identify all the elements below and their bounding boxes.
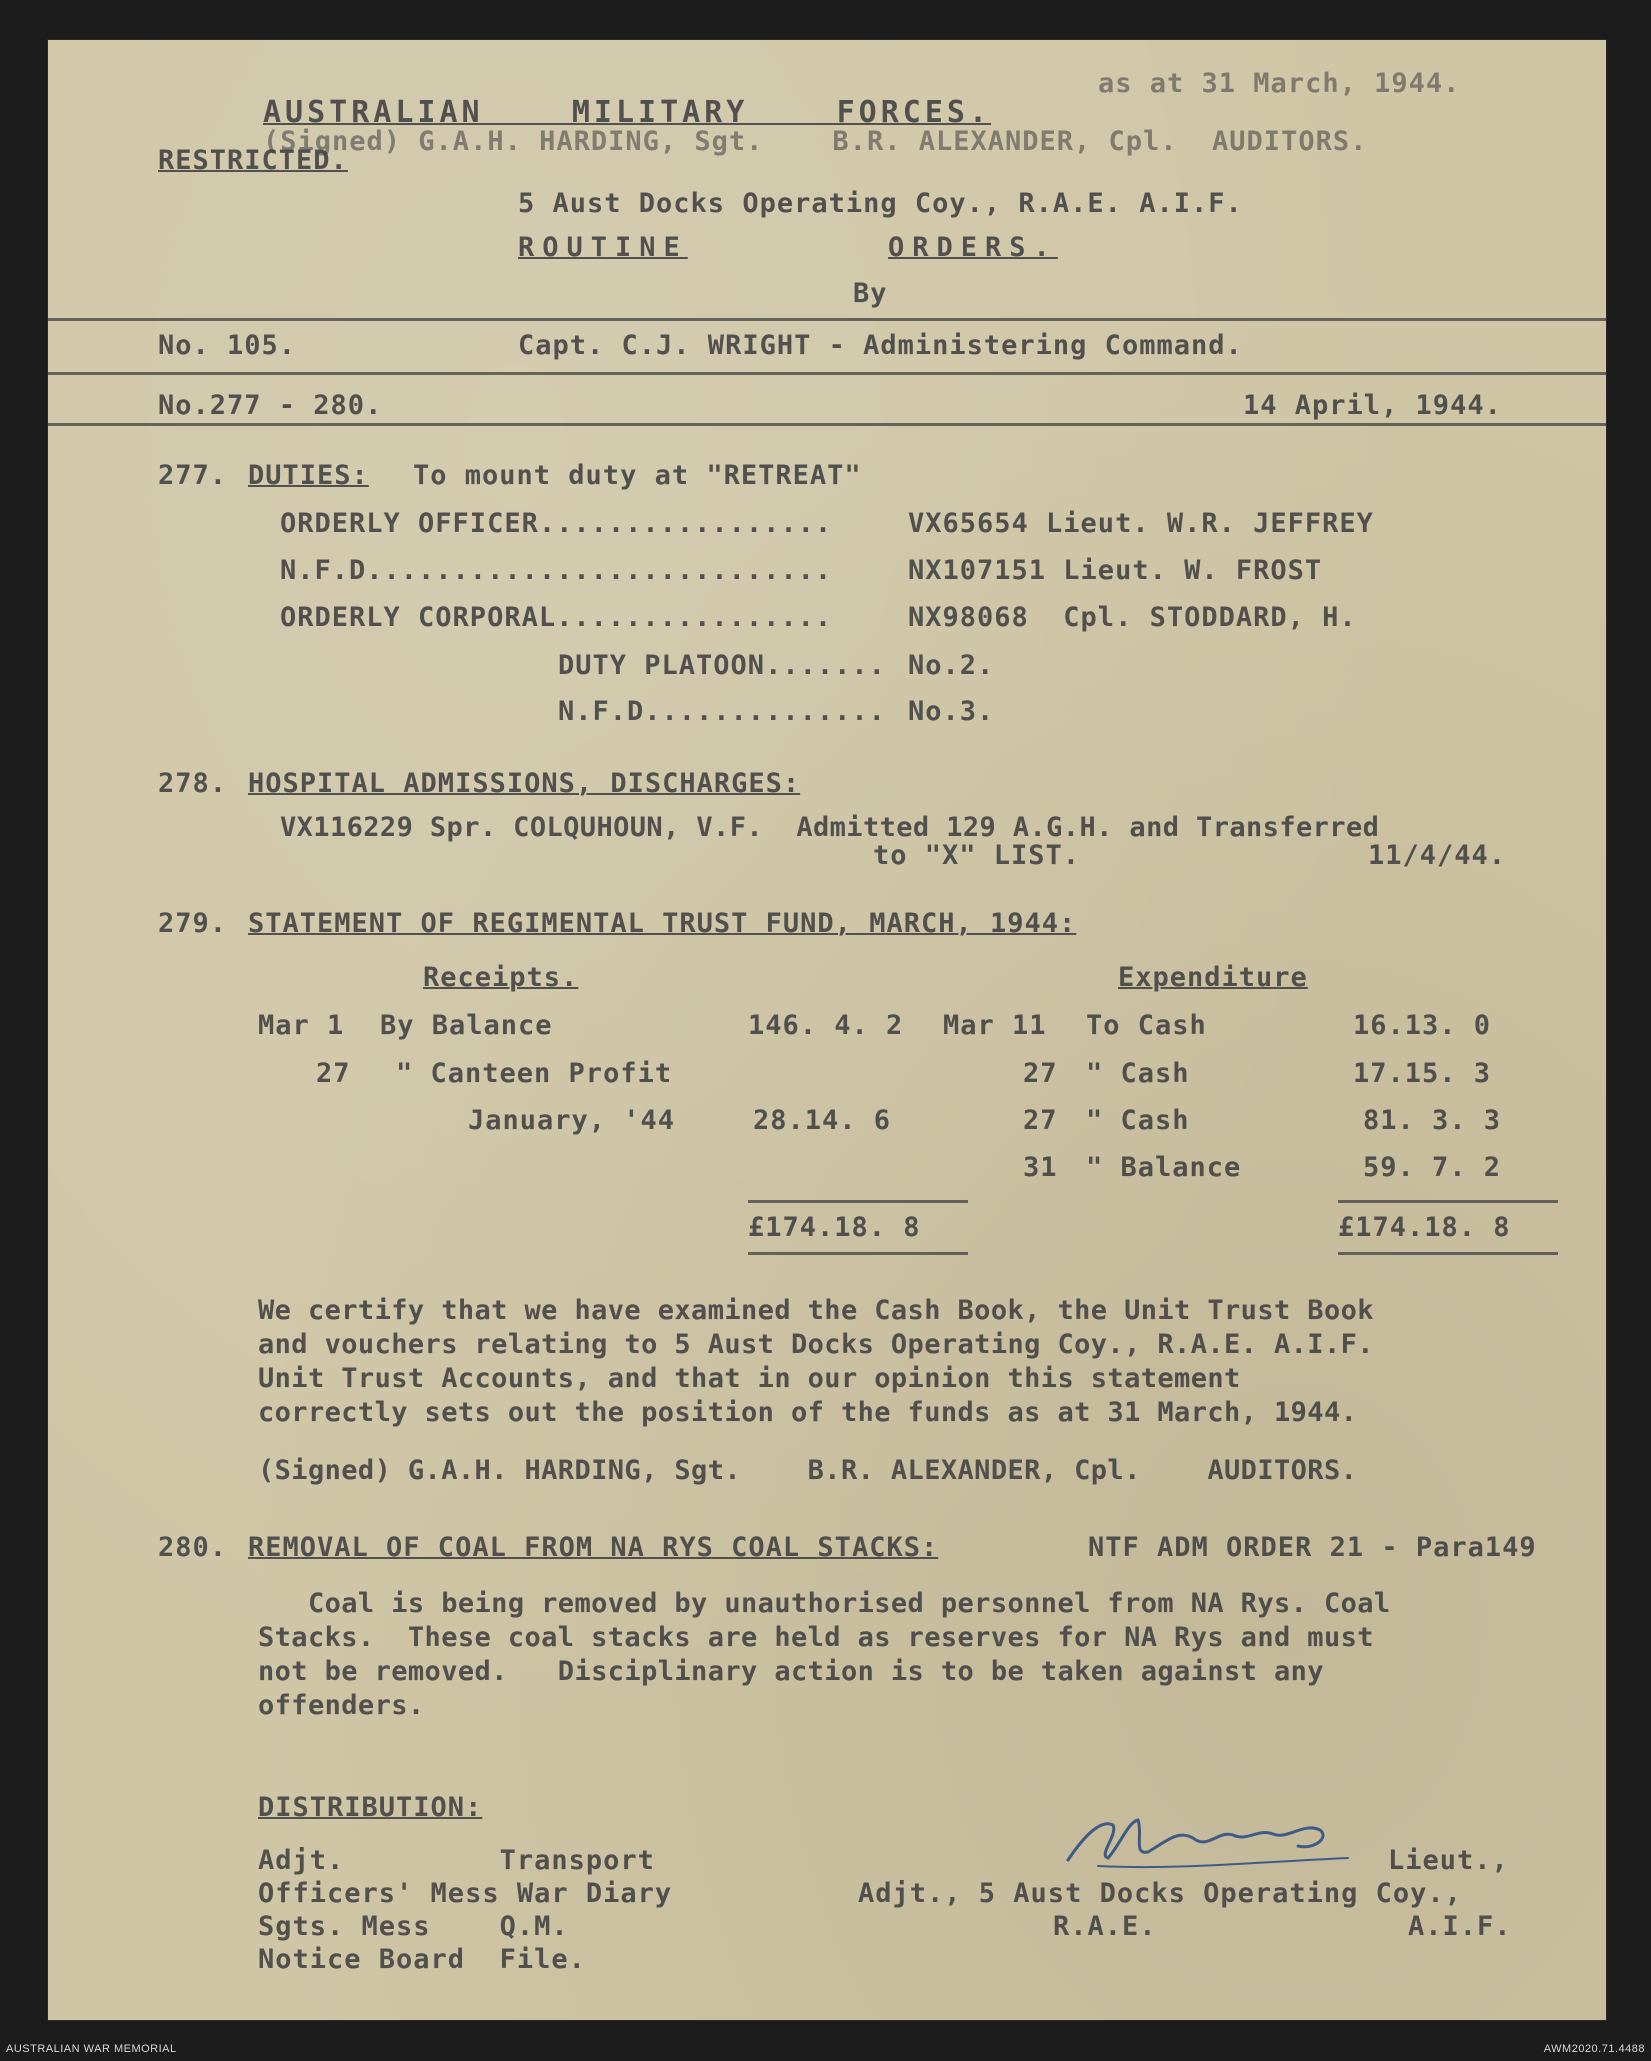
duty-role: ORDERLY CORPORAL................ xyxy=(280,602,833,633)
para-278-date: 11/4/44. xyxy=(1368,840,1507,871)
header-rule-bottom xyxy=(48,423,1606,426)
duty-person: VX65654 Lieut. W.R. JEFFREY xyxy=(908,508,1374,539)
duty-role: N.F.D........................... xyxy=(280,555,833,586)
distribution-heading: DISTRIBUTION: xyxy=(258,1792,483,1823)
expenditure-amount: 81. 3. 3 xyxy=(1363,1105,1502,1136)
receipts-total-rule xyxy=(748,1200,968,1203)
receipt-desc: January, '44 xyxy=(468,1105,676,1136)
expenditure-date: Mar 11 xyxy=(943,1010,1047,1041)
para-279-number: 279. xyxy=(158,908,228,939)
duty-role: N.F.D.............. xyxy=(558,696,886,727)
para-278-heading: HOSPITAL ADMISSIONS, DISCHARGES: xyxy=(248,768,801,799)
expenditure-date: 27 xyxy=(1023,1105,1058,1136)
para-278-line-1: VX116229 Spr. COLQUHOUN, V.F. Admitted 129 A.G.H. and Transferred xyxy=(280,812,1380,843)
receipt-date: Mar 1 xyxy=(258,1010,345,1041)
unit-name: 5 Aust Docks Operating Coy., R.A.E. A.I.F. xyxy=(518,188,1243,219)
expenditure-heading: Expenditure xyxy=(1118,962,1308,993)
para-280-body-line: not be removed. Disciplinary action is to be taken against any xyxy=(258,1656,1324,1687)
expenditure-desc: " Balance xyxy=(1086,1152,1242,1183)
expenditure-date: 27 xyxy=(1023,1058,1058,1089)
para-280-body-line: Stacks. These coal stacks are held as reserves for NA Rys and must xyxy=(258,1622,1374,1653)
signature-office: Adjt., 5 Aust Docks Operating Coy., xyxy=(858,1878,1462,1909)
duty-person: No.3. xyxy=(908,696,995,727)
header-rule-middle xyxy=(48,372,1606,375)
footer-accession: AWM2020.71.4488 xyxy=(1543,2043,1645,2055)
paragraph-range: No.277 - 280. xyxy=(158,390,383,421)
order-number: No. 105. xyxy=(158,330,297,361)
receipts-heading: Receipts. xyxy=(423,962,579,993)
receipts-total-underline xyxy=(748,1252,968,1255)
receipt-date: 27 xyxy=(316,1058,351,1089)
overstrike-signed: (Signed) G.A.H. HARDING, Sgt. B.R. ALEXANDER, Cpl. AUDITORS. xyxy=(263,126,1368,157)
signature-rank: Lieut., xyxy=(1388,1845,1509,1876)
duty-person: NX98068 Cpl. STODDARD, H. xyxy=(908,602,1357,633)
certification-line: correctly sets out the position of the funds as at 31 March, 1944. xyxy=(258,1397,1358,1428)
force-heading: AUSTRALIAN MILITARY FORCES. xyxy=(263,95,992,130)
para-278-number: 278. xyxy=(158,768,228,799)
expenditure-total: £174.18. 8 xyxy=(1338,1212,1511,1243)
expenditure-total-rule xyxy=(1338,1200,1558,1203)
receipt-amount: 28.14. 6 xyxy=(753,1105,892,1136)
title-orders: ORDERS. xyxy=(888,232,1058,263)
distribution-line: Officers' Mess War Diary xyxy=(258,1878,673,1909)
duty-role: DUTY PLATOON....... xyxy=(558,650,886,681)
receipts-total: £174.18. 8 xyxy=(748,1212,921,1243)
distribution-line: Sgts. Mess Q.M. xyxy=(258,1911,569,1942)
duty-role: ORDERLY OFFICER................. xyxy=(280,508,833,539)
para-277-heading: DUTIES: xyxy=(248,460,369,491)
expenditure-desc: " Cash xyxy=(1086,1058,1190,1089)
certification-line: Unit Trust Accounts, and that in our opinion this statement xyxy=(258,1363,1241,1394)
receipt-desc: " Canteen Profit xyxy=(396,1058,673,1089)
para-280-number: 280. xyxy=(158,1532,228,1563)
overstrike-line: as at 31 March, 1944. xyxy=(1098,68,1461,99)
para-277-number: 277. xyxy=(158,460,228,491)
order-date: 14 April, 1944. xyxy=(1243,390,1502,421)
para-279-heading: STATEMENT OF REGIMENTAL TRUST FUND, MARCH, 1944: xyxy=(248,908,1077,939)
expenditure-desc: " Cash xyxy=(1086,1105,1190,1136)
distribution-line: Adjt. Transport xyxy=(258,1845,655,1876)
auditors-signed: (Signed) G.A.H. HARDING, Sgt. B.R. ALEXANDER, Cpl. AUDITORS. xyxy=(258,1455,1358,1486)
para-280-heading: REMOVAL OF COAL FROM NA RYS COAL STACKS: xyxy=(248,1532,939,1563)
commander: Capt. C.J. WRIGHT - Administering Command. xyxy=(518,330,1243,361)
title-routine: ROUTINE xyxy=(518,232,688,263)
certification-line: and vouchers relating to 5 Aust Docks Operating Coy., R.A.E. A.I.F. xyxy=(258,1329,1374,1360)
signature-corps: A.I.F. xyxy=(1408,1911,1512,1942)
expenditure-amount: 16.13. 0 xyxy=(1353,1010,1492,1041)
signature-corps: R.A.E. xyxy=(1053,1911,1157,1942)
para-280-body-line: offenders. xyxy=(258,1690,425,1721)
para-277-intro: To mount duty at "RETREAT" xyxy=(413,460,862,491)
duty-person: No.2. xyxy=(908,650,995,681)
expenditure-date: 31 xyxy=(1023,1152,1058,1183)
receipt-amount: 146. 4. 2 xyxy=(748,1010,904,1041)
expenditure-desc: To Cash xyxy=(1086,1010,1207,1041)
para-278-line-2: to "X" LIST. xyxy=(873,840,1081,871)
by-label: By xyxy=(853,278,888,309)
distribution-line: Notice Board File. xyxy=(258,1944,586,1975)
footer-institution: AUSTRALIAN WAR MEMORIAL xyxy=(6,2043,177,2055)
certification-line: We certify that we have examined the Cash Book, the Unit Trust Book xyxy=(258,1295,1374,1326)
header-rule-top xyxy=(48,318,1606,321)
para-280-body-line: Coal is being removed by unauthorised personnel from NA Rys. Coal xyxy=(258,1588,1391,1619)
classification: RESTRICTED. xyxy=(158,145,348,176)
handwritten-signature xyxy=(1058,1800,1358,1880)
expenditure-amount: 17.15. 3 xyxy=(1353,1058,1492,1089)
receipt-desc: By Balance xyxy=(380,1010,553,1041)
duty-person: NX107151 Lieut. W. FROST xyxy=(908,555,1323,586)
expenditure-total-underline xyxy=(1338,1252,1558,1255)
document-page xyxy=(48,40,1606,2020)
expenditure-amount: 59. 7. 2 xyxy=(1363,1152,1502,1183)
para-280-reference: NTF ADM ORDER 21 - Para149 xyxy=(1088,1532,1537,1563)
